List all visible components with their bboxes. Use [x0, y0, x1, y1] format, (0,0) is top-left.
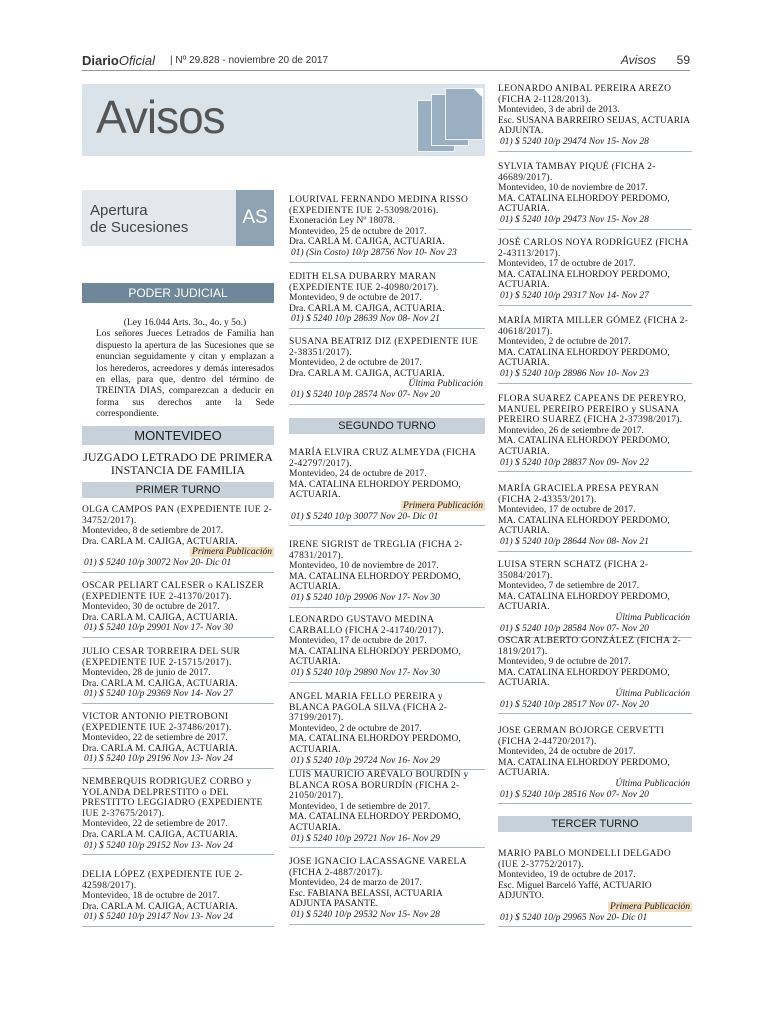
notice-date: Montevideo, 10 de noviembre de 2017.	[289, 561, 439, 572]
divider	[498, 803, 692, 804]
notice-code: 01) $ 5240 10/p 30072 Nov 20- Dic 01	[84, 557, 232, 568]
notice-code: 01) $ 5240 10/p 28584 Nov 07- Nov 20	[500, 623, 649, 634]
notice-date: Montevideo, 2 de octubre de 2017.	[498, 337, 631, 348]
notice-name: MARÍA ELVIRA CRUZ ALMEYDA (FICHA 2-42797/2017).	[289, 448, 476, 469]
notice-date: Montevideo, 10 de noviembre de 2017.	[498, 183, 648, 194]
notice-signer: Dra. CARLA M. CAJIGA, ACTUARIA.	[82, 612, 238, 623]
notice-date: Montevideo, 22 de setiembre de 2017.	[82, 819, 228, 830]
notice-signer: Dra. CARLA M. CAJIGA, ACTUARIA.	[82, 743, 238, 754]
notice-signer: Dra. CARLA M. CAJIGA, ACTUARIA.	[82, 829, 238, 840]
section-name: Avisos	[620, 53, 656, 67]
notice-name: MARIO PABLO MONDELLI DELGADO (IUE 2-37752/2017).	[498, 849, 671, 870]
notice-date: Montevideo, 17 de octubre de 2017.	[289, 636, 427, 647]
notice-code: 01) $ 5240 10/p 28516 Nov 07- Nov 20	[500, 789, 649, 800]
notice-entry	[498, 560, 692, 638]
notice-signer: MA. CATALINA ELHORDOY PERDOMO, ACTUARIA.	[289, 479, 461, 501]
notice-name: LEONARDO ANIBAL PEREIRA AREZO (FICHA 2-1128/2013).	[498, 84, 672, 105]
notice-name: IRENE SIGRIST de TREGLIA (FICHA 2-47831/2017).	[289, 540, 463, 561]
notice-signer: MA. CATALINA ELHORDOY PERDOMO, ACTUARIA.	[498, 193, 670, 215]
notice-entry	[289, 540, 485, 608]
notice-entry	[82, 505, 274, 573]
notice-signer: Esc. SUSANA BARREIRO SEIJAS, ACTUARIA ADJUNTA.	[498, 115, 690, 137]
notice-signer: MA. CATALINA ELHORDOY PERDOMO, ACTUARIA.	[498, 436, 670, 457]
publication-status: Última Publicación	[615, 612, 690, 623]
notice-name: LOURIVAL FERNANDO MEDINA RISSO (EXPEDIENTE IUE 2-53098/2016).	[289, 195, 469, 216]
notice-code: 01) $ 5240 10/p 29906 Nov 17- Nov 30	[291, 592, 440, 603]
notice-code: 01) $ 5240 10/p 29196 Nov 13- Nov 24	[84, 754, 233, 765]
notice-date: Montevideo, 2 de octubre de 2017.	[289, 358, 422, 369]
divider	[289, 607, 485, 608]
notice-signer: MA. CATALINA ELHORDOY PERDOMO, ACTUARIA.	[498, 591, 670, 613]
notice-entry	[498, 849, 692, 927]
notice-entry	[498, 484, 692, 552]
notice-date: Montevideo, 19 de octubre de 2017.	[498, 870, 636, 881]
publication-status: Última Publicación	[615, 778, 690, 789]
notice-name: ANGEL MARIA FELLO PEREIRA y BLANCA PAGOLA SILVA (FICHA 2-37199/2017).	[289, 692, 448, 724]
notice-name: JOSE GERMAN BOJORGE CERVETTI (FICHA 2-44720/2017).	[498, 726, 665, 747]
notice-name: LEONARDO GUSTAVO MEDINA CARBALLO (FICHA 2-41740/2017).	[289, 615, 444, 636]
notice-name: LUIS MAURICIO ARÉVALO BOURDÍN y BLANCA ROSA BORURDÍN (FICHA 2-21050/2017).	[289, 770, 469, 802]
law-reference: (Ley 16.044 Arts. 3o., 4o. y 5o.)	[123, 318, 247, 328]
notice-name: OSCAR ALBERTO GONZÁLEZ (FICHA 2-1819/2017).	[498, 636, 682, 657]
notice-entry	[289, 615, 485, 683]
notice-entry	[289, 770, 485, 848]
notice-signer: MA. CATALINA ELHORDOY PERDOMO, ACTUARIA.	[498, 515, 670, 537]
notice-name: JOSE IGNACIO LACASSAGNE VARELA (FICHA 2-4887/2017).	[289, 857, 467, 878]
divider	[498, 229, 692, 230]
divider	[498, 305, 692, 306]
notice-note: Exoneración Ley Nº 18078.	[289, 216, 395, 227]
notice-date: Montevideo, 24 de octubre de 2017.	[498, 747, 636, 758]
notice-code: 01) $ 5240 10/p 29473 Nov 15- Nov 28	[500, 214, 649, 225]
tercer-turno-header: TERCER TURNO	[498, 816, 692, 832]
divider	[289, 847, 485, 848]
notice-signer: Dra. CARLA M. CAJIGA, ACTUARIA.	[82, 536, 238, 547]
divider	[498, 926, 692, 927]
notice-entry	[498, 84, 692, 152]
notice-entry	[289, 692, 485, 770]
notice-code: 01) $ 5240 10/p 28574 Nov 07- Nov 20	[291, 389, 440, 400]
page-header	[82, 48, 690, 71]
divider	[82, 637, 274, 638]
notice-signer: Esc. Miguel Barceló Yaffé, ACTUARIO ADJUNTO.	[498, 880, 652, 902]
notice-date: Montevideo, 2 de octubre de 2017.	[289, 723, 422, 734]
divider	[498, 471, 692, 472]
notice-date: Montevideo, 3 de abril de 2013.	[498, 105, 620, 116]
notice-entry	[498, 636, 692, 714]
notice-signer: MA. CATALINA ELHORDOY PERDOMO, ACTUARIA.	[289, 734, 461, 755]
divider	[289, 328, 485, 329]
notice-signer: Dra. CARLA M. CAJIGA, ACTUARIA.	[289, 237, 445, 248]
notice-entry	[82, 712, 274, 769]
notice-code: 01) $ 5240 10/p 29724 Nov 16- Nov 29	[291, 755, 440, 766]
avisos-banner	[82, 84, 485, 156]
notice-date: Montevideo, 26 de setiembre de 2017.	[498, 425, 644, 436]
publication-status: Última Publicación	[615, 688, 690, 699]
notice-signer: MA. CATALINA ELHORDOY PERDOMO, ACTUARIA.	[498, 667, 670, 689]
divider	[82, 572, 274, 573]
notice-entry	[498, 726, 692, 804]
divider	[289, 924, 485, 925]
notice-entry	[289, 337, 485, 405]
notice-signer: MA. CATALINA ELHORDOY PERDOMO, ACTUARIA.	[289, 812, 461, 833]
notice-name: DELIA LÓPEZ (EXPEDIENTE IUE 2-42598/2017).	[82, 870, 243, 891]
notice-date: Montevideo, 17 de octubre de 2017.	[498, 505, 636, 516]
notice-date: Montevideo, 8 de setiembre de 2017.	[82, 526, 224, 537]
divider	[289, 404, 485, 405]
notice-date: Montevideo, 1 de setiembre de 2017.	[289, 801, 431, 812]
notice-code: 01) $ 5240 10/p 28517 Nov 07- Nov 20	[500, 699, 649, 710]
publication-status: Primera Publicación	[610, 901, 690, 912]
notice-name: JOSÉ CARLOS NOYA RODRÍGUEZ (FICHA 2-43113/2017).	[498, 238, 689, 259]
notice-code: 01) $ 5240 10/p 29721 Nov 16- Nov 29	[291, 833, 440, 844]
notice-signer: MA. CATALINA ELHORDOY PERDOMO, ACTUARIA.	[498, 269, 670, 291]
notice-code: 01) $ 5240 10/p 29890 Nov 17- Nov 30	[291, 667, 440, 678]
notice-entry	[82, 870, 274, 927]
divider	[498, 383, 692, 384]
notice-code: 01) $ 5240 10/p 29901 Nov 17- Nov 30	[84, 623, 233, 634]
notice-name: OLGA CAMPOS PAN (EXPEDIENTE IUE 2-34752/2017).	[82, 505, 273, 526]
category-box	[82, 190, 274, 246]
notice-name: FLORA SUAREZ CAPEANS DE PEREYRO, MANUEL PEREIRO PEREIRO y SUSANA PEREIRO SUAREZ (FICHA 2-37398/2017).	[498, 394, 687, 426]
notice-name: EDITH ELSA DUBARRY MARAN (EXPEDIENTE IUE 2-40980/2017).	[289, 272, 439, 293]
notice-name: MARÍA MIRTA MILLER GÓMEZ (FICHA 2-40618/2017).	[498, 316, 689, 337]
notice-signer: Esc. FABIANA BELASSI, ACTUARIA ADJUNTA PASANTE.	[289, 888, 443, 910]
segundo-turno-header: SEGUNDO TURNO	[289, 418, 485, 434]
notice-name: SUSANA BEATRIZ DIZ (EXPEDIENTE IUE 2-38351/2017).	[289, 337, 479, 358]
divider	[289, 525, 485, 526]
notice-entry	[498, 162, 692, 230]
divider	[82, 926, 274, 927]
notice-signer: MA. CATALINA ELHORDOY PERDOMO, ACTUARIA.	[498, 347, 670, 369]
notice-date: Montevideo, 18 de octubre de 2017.	[82, 891, 220, 902]
publication-logo: DiarioOficial	[82, 53, 155, 68]
notice-code: 01) $ 5240 10/p 29152 Nov 13- Nov 24	[84, 840, 233, 851]
notice-code: 01) $ 5240 10/p 29369 Nov 14- Nov 27	[84, 689, 233, 700]
notice-entry	[289, 448, 485, 526]
primer-turno-header: PRIMER TURNO	[82, 482, 274, 498]
notice-name: VICTOR ANTONIO PIETROBONI (EXPEDIENTE IUE 2-37486/2017).	[82, 712, 232, 733]
notice-name: OSCAR PELIART CALESER o KALISZER (EXPEDIENTE IUE 2-41370/2017).	[82, 581, 264, 602]
notice-code: 01) $ 5240 10/p 29474 Nov 15- Nov 28	[500, 136, 649, 147]
notice-signer: Dra. CARLA M. CAJIGA, ACTUARIA.	[82, 678, 238, 689]
category-tag: AS	[236, 190, 274, 246]
notice-code: 01) $ 5240 10/p 28986 Nov 10- Nov 23	[500, 368, 649, 379]
notice-code: 01) $ 5240 10/p 29317 Nov 14- Nov 27	[500, 290, 649, 301]
notice-code: 01) $ 5240 10/p 28837 Nov 09- Nov 22	[500, 457, 649, 468]
notice-date: Montevideo, 7 de setiembre de 2017.	[498, 581, 640, 592]
divider	[498, 713, 692, 714]
notice-code: 01) $ 5240 10/p 28644 Nov 08- Nov 21	[500, 536, 649, 547]
notice-entry	[289, 195, 485, 263]
category-title: Apertura de Sucesiones	[90, 202, 189, 236]
divider	[498, 151, 692, 152]
notice-date: Montevideo, 9 de octubre de 2017.	[289, 293, 422, 304]
notice-signer: MA. CATALINA ELHORDOY PERDOMO, ACTUARIA.	[498, 757, 670, 779]
intro-body: Los señores Jueces Letrados de Familia han dispuesto la apertura de las Sucesiones que se enuncian seguidamente y citan y emplazan a los herederos, acreedores y demás interesados en ellas, para que, dentro del término de TREINTA DIAS, comparezcan a deducir en forma sus derechos ante la Sede correspondiente.	[96, 329, 274, 420]
notice-name: JULIO CESAR TORREIRA DEL SUR (EXPEDIENTE IUE 2-15715/2017).	[82, 647, 241, 668]
notice-date: Montevideo, 22 de setiembre de 2017.	[82, 733, 228, 744]
divider	[498, 551, 692, 552]
publication-status: Primera Publicación	[192, 547, 272, 558]
divider	[289, 262, 485, 263]
notice-date: Montevideo, 28 de junio de 2017.	[82, 668, 211, 679]
notice-name: NEMBERQUIS RODRIGUEZ CORBO y YOLANDA DELPRESTITO o DEL PRESTITTO LEGGIADRO (EXPEDIENTE IUE 2-37675/2017).	[82, 777, 263, 819]
notice-entry	[498, 238, 692, 306]
divider	[289, 682, 485, 683]
notice-entry	[289, 272, 485, 329]
notice-signer: MA. CATALINA ELHORDOY PERDOMO, ACTUARIA.	[289, 571, 461, 593]
notice-signer: Dra. CARLA M. CAJIGA, ACTUARIA.	[82, 901, 238, 912]
issue-info: | Nº 29.828 - noviembre 20 de 2017	[170, 55, 329, 66]
notice-entry	[498, 316, 692, 384]
notice-code: 01) $ 5240 10/p 29532 Nov 15- Nov 28	[291, 909, 440, 920]
court-header: JUZGADO LETRADO DE PRIMERA INSTANCIA DE FAMILIA	[83, 450, 273, 477]
notice-date: Montevideo, 30 de octubre de 2017.	[82, 602, 220, 613]
notice-date: Montevideo, 24 de marzo de 2017.	[289, 878, 422, 889]
notice-name: SYLVIA TAMBAY PIQUÉ (FICHA 2-46689/2017).	[498, 162, 656, 183]
notice-name: MARÍA GRACIELA PRESA PEYRAN (FICHA 2-43353/2017).	[498, 484, 659, 505]
notice-code: 01) $ 5240 10/p 30077 Nov 20- Dic 01	[291, 511, 439, 522]
page-number: 59	[676, 53, 690, 67]
notice-code: 01) $ 5240 10/p 28639 Nov 08- Nov 21	[291, 314, 440, 325]
publication-status: Primera Publicación	[403, 500, 483, 511]
banner-title: Avisos	[96, 91, 225, 143]
divider	[82, 854, 274, 855]
city-header: MONTEVIDEO	[82, 426, 274, 445]
publication-status: Última Publicación	[408, 379, 483, 390]
notice-signer: Dra. CARLA M. CAJIGA, ACTUARIA.	[289, 303, 445, 314]
notice-date: Montevideo, 24 de octubre de 2017.	[289, 469, 427, 480]
poder-judicial-header: PODER JUDICIAL	[82, 283, 274, 303]
notice-code: 01) (Sin Costo) 10/p 28756 Nov 10- Nov 23	[291, 247, 457, 258]
notice-date: Montevideo, 17 de octubre de 2017.	[498, 259, 636, 270]
divider	[82, 768, 274, 769]
notice-name: LUISA STERN SCHATZ (FICHA 2-35084/2017).	[498, 560, 649, 581]
divider	[82, 703, 274, 704]
notice-entry	[82, 777, 274, 855]
notice-entry	[82, 581, 274, 638]
notice-entry	[289, 857, 485, 925]
notice-signer: Dra. CARLA M. CAJIGA, ACTUARIA.	[289, 368, 445, 379]
notice-date: Montevideo, 9 de octubre de 2017.	[498, 657, 631, 668]
notice-code: 01) $ 5240 10/p 29965 Nov 20- Dic 01	[500, 912, 648, 923]
notice-signer: MA. CATALINA ELHORDOY PERDOMO, ACTUARIA.	[289, 646, 461, 668]
notice-entry	[82, 647, 274, 704]
notice-date: Montevideo, 25 de octubre de 2017.	[289, 226, 427, 237]
intro-text	[96, 318, 274, 421]
notice-code: 01) $ 5240 10/p 29147 Nov 13- Nov 24	[84, 912, 233, 923]
notice-entry	[498, 394, 692, 472]
